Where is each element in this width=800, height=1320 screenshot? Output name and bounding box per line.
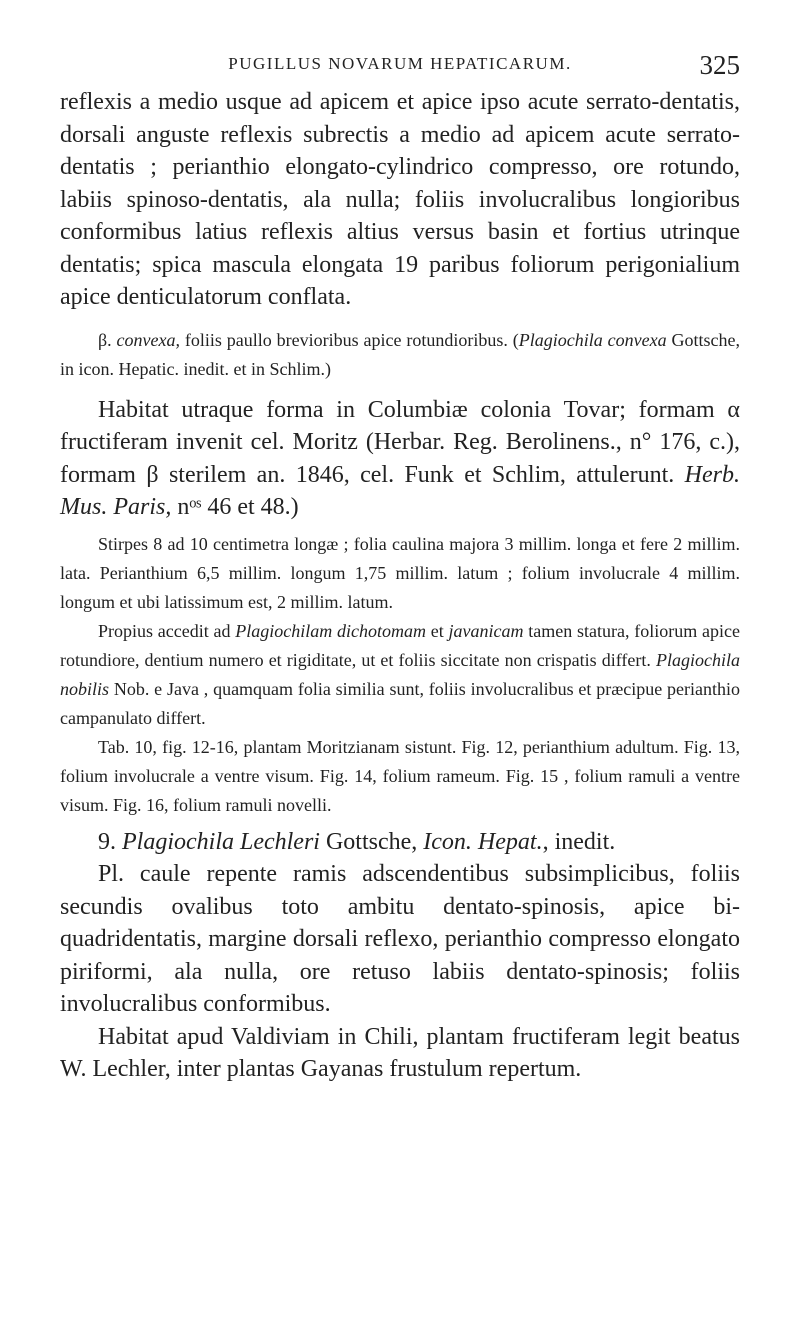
comparison-text-1: Propius accedit ad xyxy=(98,620,236,641)
synonym-name: Plagiochila convexa xyxy=(518,329,667,350)
comparison-text-2: et xyxy=(426,620,449,641)
comparison-text-3: tamen statura, foliorum apice rotundiore, dentium numero et rigiditate, ut et foliis siccitate non crispatis differt. xyxy=(60,620,741,670)
variety-letter: β. xyxy=(98,329,117,350)
species-number: 9. xyxy=(98,828,122,855)
habitat-text: Habitat utraque forma in Columbiæ colonia Tovar; formam α fructiferam invenit cel. Moritz (Herbar. Reg. Berolinens., n° 176, c.), formam β sterilem an. 1846, cel. Funk et Schlim, attulerunt. xyxy=(60,396,740,488)
page-number: 325 xyxy=(699,50,740,80)
species-habitat: Habitat apud Valdiviam in Chili, plantam fructiferam legit beatus W. Lechler, inter plantas Gayanas frustulum repertum. xyxy=(60,1023,740,1082)
species-name: Plagiochila Lechleri xyxy=(122,828,320,855)
comparison-text-4: Nob. e Java , quamquam folia similia sunt, foliis involucralibus et præcipue perianthio campanulato differt. xyxy=(60,678,740,728)
herbarium-reference: Herb. Mus. Paris, xyxy=(60,461,740,520)
running-title: PUGILLUS NOVARUM HEPATICARUM. xyxy=(228,54,572,73)
species-dichotoma: Plagiochilam dichotomam xyxy=(235,620,427,641)
species-description: Pl. caule repente ramis adscendentibus subsimplicibus, foliis secundis ovalibus toto ambitu dentato-spinosis, apice bi-quadridentatis, margine dorsali reflexo, perianthio compresso elongato piriformi, ala nulla, ore retuso labiis dentato-spinosis; foliis involucralibus conformibus. xyxy=(60,861,740,1017)
description-continuation: reflexis a medio usque ad apicem et apice ipso acute serrato-dentatis, dorsali anguste reflexis subrectis a medio ad apicem acute serrato-dentatis ; perianthio elongato-cylindrico compresso, ore rotundo, labiis spinoso-dentatis, ala nulla; foliis involucralibus longioribus conformibus latius reflexis altius versus basin et fortius utrinque dentatis; spica mascula elongata 19 paribus foliorum perigonialium apice denticulatorum conflata. xyxy=(60,89,740,310)
plate-reference-paragraph: Tab. 10, fig. 12-16, plantam Moritzianam sistunt. Fig. 12, perianthium adultum. Fig. 13, folium involucrale a ventre visum. Fig. 14, folium rameum. Fig. 15 , folium ramuli a ventre visum. Fig. 16, folium ramuli novelli. xyxy=(60,736,740,815)
variety-name: convexa, xyxy=(116,329,181,350)
species-nobilis: Plagiochila nobilis xyxy=(60,649,740,699)
synonym-source: Gottsche, in icon. Hepatic. inedit. et in Schlim.) xyxy=(60,329,740,379)
measurements-paragraph: Stirpes 8 ad 10 centimetra longæ ; folia caulina majora 3 millim. longa et fere 2 millim. lata. Perianthium 6,5 millim. longum 1,75 millim. latum ; folium involucrale 4 millim. longum et ubi latissimum est, 2 millim. latum. xyxy=(60,533,740,612)
variety-beta xyxy=(60,326,740,384)
running-head xyxy=(60,50,740,80)
comparison-paragraph xyxy=(60,617,740,733)
page-body xyxy=(60,86,740,1086)
herbarium-numbers: nᵒˢ 46 et 48.) xyxy=(171,494,299,520)
species-javanica: javanicam xyxy=(448,620,524,641)
species-author: Gottsche, xyxy=(319,828,424,855)
species-source: Icon. Hepat. xyxy=(423,828,543,855)
species-heading xyxy=(60,826,740,859)
variety-description: foliis paullo brevioribus apice rotundioribus. ( xyxy=(180,329,519,350)
habitat-paragraph xyxy=(60,394,740,524)
species-source-note: , inedit. xyxy=(542,828,616,855)
